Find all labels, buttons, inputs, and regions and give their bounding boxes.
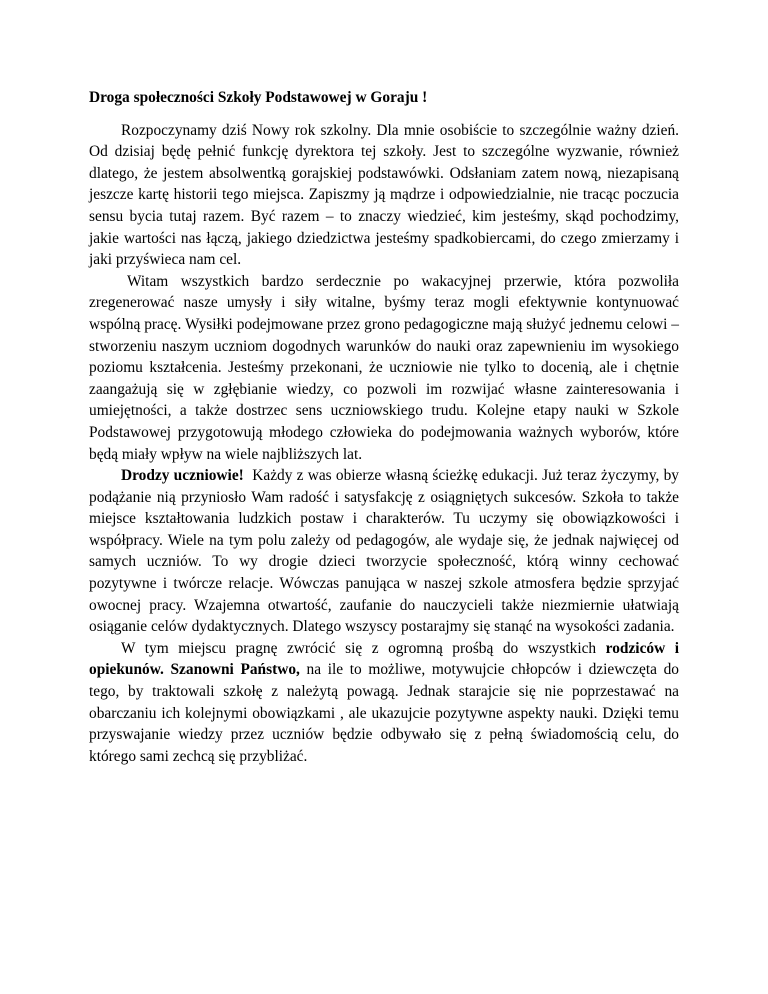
paragraph-parents	[89, 638, 679, 768]
paragraph-intro: Rozpoczynamy dziś Nowy rok szkolny. Dla mnie osobiście to szczególnie ważny dzień. Od dzisiaj będę pełnić funkcję dyrektora tej szkoły. Jest to szczególne wyzwanie, również dlatego, że jestem absolwentką gorajskiej podstawówki. Odsłaniam zatem nową, niezapisaną jeszcze kartę historii tego miejsca. Zapiszmy ją mądrze i odpowiedzialnie, nie tracąc poczucia sensu bycia tutaj razem. Być razem – to znaczy wiedzieć, kim jesteśmy, skąd pochodzimy, jakie wartości nas łączą, jakiego dziedzictwa jesteśmy spadkobiercami, do czego zmierzamy i jaki przyświeca nam cel.	[89, 121, 679, 269]
students-greeting: Drodzy uczniowie!	[121, 467, 244, 485]
letter-title: Droga społeczności Szkoły Podstawowej w Goraju !	[89, 89, 428, 106]
paragraph-students	[89, 465, 679, 638]
parents-intro: W tym miejscu pragnę zwrócić się z ogromną prośbą do wszystkich	[121, 639, 597, 657]
parents-greeting: rodziców i opiekunów. Szanowni Państwo,	[89, 639, 679, 679]
students-body: Każdy z was obierze własną ścieżkę edukacji. Już teraz życzymy, by podążanie nią przyniosło Wam radość i satysfakcję z osiągniętych sukcesów. Szkoła to także miejsce kształtowania ludzkich postaw i charakterów. Tu uczymy się obowiązkowości i współpracy. Wiele na tym polu zależy od pedagogów, ale wydaje się, że jednak najwięcej od samych uczniów. To wy drogie dzieci tworzycie społeczność, którą winny cechować pozytywne i twórcze relacje. Wówczas panująca w naszej szkole atmosfera będzie sprzyjać owocnej pracy. Wzajemna otwartość, zaufanie do nauczycieli także niezmiernie ułatwiają osiąganie celów dydaktycznych. Dlatego wszyscy postarajmy się stanąć na wysokości zadania.	[89, 467, 679, 636]
parents-body: na ile to możliwe, motywujcie chłopców i dziewczęta do tego, by traktowali szkołę z należytą powagą. Jednak starajcie się nie poprzestawać na obarczaniu ich kolejnymi obowiązkami , ale ukazujcie pozytywne aspekty nauki. Dzięki temu przyswajanie wiedzy przez uczniów będzie odbywało się z pełną świadomością celu, do którego sami zechcą się przybliżać.	[89, 661, 679, 765]
paragraph-welcome: Witam wszystkich bardzo serdecznie po wakacyjnej przerwie, która pozwoliła zregenerować nasze umysły i siły witalne, byśmy teraz mogli efektywnie kontynuować wspólną pracę. Wysiłki podejmowane przez grono pedagogiczne mają służyć jednemu celowi – stworzeniu naszym uczniom dogodnych warunków do nauki oraz zapewnieniu im wysokiego poziomu kształcenia. Jesteśmy przekonani, że uczniowie nie tylko to docenią, ale i chętnie zaangażują się w zgłębianie wiedzy, co pozwoli im rozwijać własne zainteresowania i umiejętności, a także dostrzec sens uczniowskiego trudu. Kolejne etapy nauki w Szkole Podstawowej przygotowują młodego człowieka do podejmowania ważnych wyborów, które będą miały wpływ na wiele najbliższych lat.	[89, 272, 679, 463]
letter-page	[89, 87, 679, 767]
